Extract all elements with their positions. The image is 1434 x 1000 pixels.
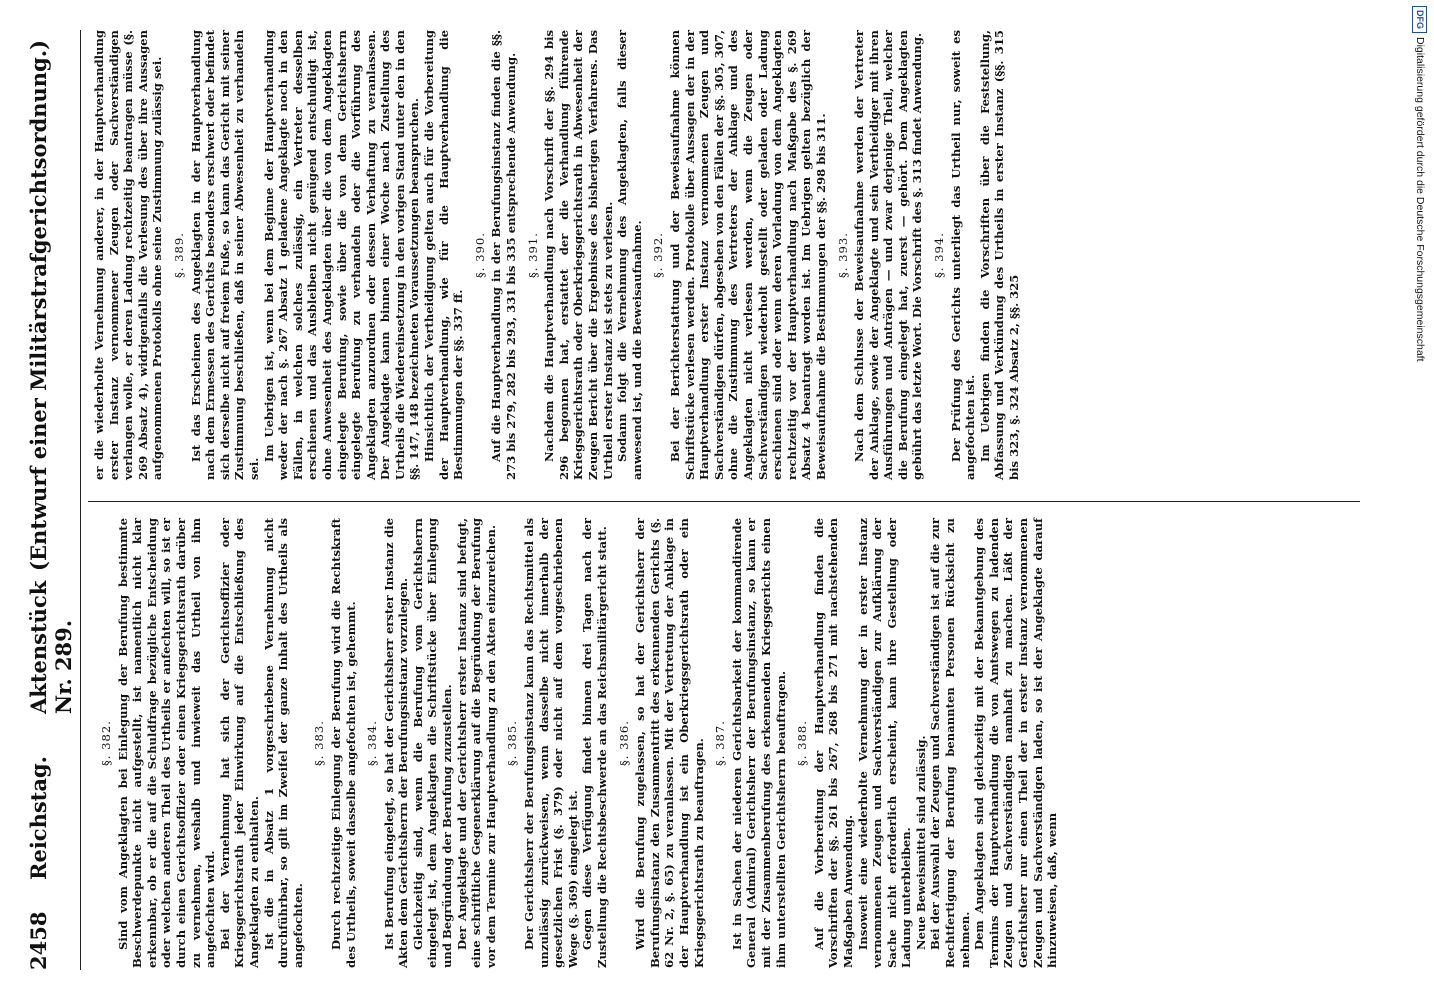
- paragraph: Der Prüfung des Gerichts unterliegt das Urtheil nur, soweit es angefochten ist.: [948, 30, 978, 480]
- paragraph: Neue Beweismittel sind zulässig.: [913, 735, 928, 950]
- paragraph: Nachdem die Hauptverhandlung nach Vorschrift der §§. 294 bis 296 begonnen hat, erstattet der die Verhandlung führende Kriegsgerichtsrath oder Oberkriegsgerichtsrath in Abwesenheit der Zeugen Bericht über die Ergebnisse des bisherigen Verfahrens. Das Urtheil erster Instanz ist stets zu verlesen.: [542, 30, 615, 480]
- section-heading: §. 382.: [99, 720, 113, 766]
- paragraph: Nach dem Schlusse der Beweisaufnahme werden der Vertreter der Anklage, sowie der Angeklagte und sein Vertheidiger mit ihren Ausführungen und Anträgen — und zwar derjenige Theil, welcher die Berufung eingelegt hat, zuerst — gehört. Dem Angeklagten gebührt das letzte Wort. Die Vorschrift des §. 313 findet Anwendung.: [852, 30, 925, 480]
- column-divider: [88, 501, 1360, 502]
- paragraph: Ist in Sachen der niederen Gerichtsbarkeit der kommandirende General (Admiral) Gerichtsherr der Berufungsinstanz, so kann er mit der Zusammenberufung des erkennenden Kriegsgerichts einen ihm unterstellten Gerichtsherrn beauftragen.: [729, 518, 788, 968]
- section-heading: §. 389.: [171, 232, 186, 278]
- paragraph: Auf die Hauptverhandlung in der Berufungsinstanz finden die §§. 273 bis 279, 282 bis 293, 331 bis 335 entsprechende Anwendung.: [489, 30, 519, 480]
- paragraph: er die wiederholte Vernehmung anderer, in der Hauptverhandlung erster Instanz vernommener Zeugen oder Sachverständigen verlangen wolle, er deren Ladung rechtzeitig beantragen müsse (§. 269 Absatz 4), widrigenfalls die Verlesung des über ihre Aussagen aufgenommenen Protokolls ohne seine Zustimmung zulässig sei.: [92, 30, 165, 480]
- paragraph: Der Gerichtsherr der Berufungsinstanz kann das Rechtsmittel als unzulässig zurückweisen, wenn dasselbe nicht innerhalb der gesetzlichen Frist (§. 379) oder nicht auf dem vorgeschriebenen Wege (§. 369) eingelegt ist.: [522, 518, 580, 968]
- paragraph: Gleichzeitig sind, wenn die Berufung vom Gerichtsherrn eingelegt ist, dem Angeklagten die Schriftstücke über Einlegung und Begründung der Berufung zuzustellen.: [410, 518, 455, 968]
- paragraph: Durch rechtzeitige Einlegung der Berufung wird die Rechtskraft des Urtheils, soweit dasselbe angefochten ist, gehemmt.: [328, 518, 358, 968]
- page-header: [26, 40, 76, 970]
- section-heading: §. 388.: [795, 720, 810, 766]
- left-column: [92, 518, 1060, 968]
- page-number: 2458: [26, 911, 51, 970]
- dfg-credit-text: Digitalisierung gefördert durch die Deutsche Forschungsgemeinschaft: [1414, 37, 1426, 362]
- section-heading: §. 385.: [505, 720, 520, 766]
- section-heading: §. 387.: [713, 720, 728, 766]
- paragraph: Bei der Berichterstattung und der Beweisaufnahme können Schriftstücke verlesen werden. Protokolle über Aussagen der in der Hauptverhandlung erster Instanz vernommenen Zeugen und Sachverständigen dürfen, abgesehen von den Fällen der §§. 305, 307, ohne die Zustimmung des Vertreters der Anklage und des Angeklagten nicht verlesen werden, wenn die Zeugen oder Sachverständigen wiederholt gestellt oder geladen oder Ladung erschienen sind oder wenn deren Vorladung von dem Angeklagten rechtzeitig vor der Hauptverhandlung nach Maßgabe des §. 269 Absatz 4 beantragt worden ist. Im Uebrigen gelten bezüglich der Beweisaufnahme die Bestimmungen der §§. 298 bis 311.: [667, 30, 828, 480]
- paragraph: Im Uebrigen ist, wenn bei dem Beginne der Hauptverhandlung weder der nach §. 267 Absatz 1 geladene Angeklagte noch in den Fällen, in welchen solches zulässig, ein Vertreter desselben erschienen und das Ausbleiben nicht genügend entschuldigt ist, ohne Anwesenheit des Angeklagten über die von dem Angeklagten eingelegte Berufung, sowie über die von dem Gerichtsherrn eingelegte Berufung zu verhandeln oder die Vorführung des Angeklagten anzuordnen oder dessen Verhaftung zu veranlassen. Der Angeklagte kann binnen einer Woche nach Zustellung des Urtheils die Wiedereinsetzung in den vorigen Stand unter den in den §§. 147, 148 bezeichneten Voraussetzungen beanspruchen.: [261, 30, 422, 480]
- dfg-sidebar: [1408, 6, 1432, 996]
- paragraph: Sind vom Angeklagten bei Einlegung der Berufung bestimmte Beschwerdepunkte nicht aufgestellt, ist namentlich nicht klar erkennbar, ob er die auf die Schuldfrage bezügliche Entscheidung oder welchen anderen Theil des Urtheils er anfechten will, so ist er durch einen Gerichtsoffizier oder einen Kriegsgerichtsrath darüber zu vernehmen, weshalb und inwieweit das Urtheil von ihm angefochten wird.: [115, 518, 218, 968]
- right-column: [92, 30, 1022, 480]
- section-heading: §. 394.: [932, 232, 947, 278]
- dfg-credit: [1408, 6, 1432, 996]
- paragraph: Hinsichtlich der Vertheidigung gelten auch für die Vorbereitung der Hauptverhandlung, wie für die Hauptverhandlung die Bestimmungen der §§. 337 ff.: [422, 30, 466, 480]
- paragraph: Ist Berufung eingelegt, so hat der Gerichtsherr erster Instanz die Akten dem Gerichtsherrn der Berufungsinstanz vorzulegen.: [381, 518, 411, 968]
- section-heading: §. 392.: [651, 232, 666, 278]
- dfg-logo-icon: DFG: [1413, 6, 1428, 33]
- section-heading: §. 384.: [365, 720, 380, 766]
- paragraph: Sodann folgt die Vernehmung des Angeklagten, falls dieser anwesend ist, und die Beweisaufnahme.: [615, 30, 644, 480]
- paragraph: Dem Angeklagten sind gleichzeitig mit der Bekanntgebung des Termins der Hauptverhandlung die von Amtswegen zu ladenden Zeugen und Sachverständigen namhaft zu machen. Läßt der Gerichtsherr nur einen Theil der in erster Instanz vernommenen Zeugen und Sachverständigen laden, so ist der Angeklagte darauf hinzuweisen, daß, wenn: [972, 518, 1060, 968]
- section-heading: §. 386.: [616, 720, 631, 766]
- header-rule: [80, 30, 81, 970]
- section-heading: §. 383.: [312, 720, 327, 766]
- paragraph: Auf die Vorbereitung der Hauptverhandlung finden die Vorschriften der §§. 261 bis 267, 268 bis 271 mit nachstehenden Maßgaben Anwendung.: [811, 518, 855, 968]
- paragraph: Ist die in Absatz 1 vorgeschriebene Vernehmung nicht durchführbar, so gilt im Zweifel der ganze Inhalt des Urtheils als angefochten.: [261, 518, 305, 968]
- header-center: [26, 571, 76, 880]
- paragraph: Bei der Vernehmung hat sich der Gerichtsoffizier oder Kriegsgerichtsrath jeder Einwirkung auf die Entschließung des Angeklagten zu enthalten.: [217, 518, 261, 968]
- header-title: Reichstag.: [26, 756, 51, 880]
- paragraph: Bei der Auswahl der Zeugen und Sachverständigen ist auf die zur Rechtfertigung der Berufung benannten Personen Rücksicht zu nehmen.: [928, 518, 972, 968]
- section-heading: §. 393.: [835, 232, 850, 278]
- paragraph: Im Uebrigen finden die Vorschriften über die Feststellung, Abfassung und Verkündung des Urtheils in erster Instanz (§§. 315 bis 323, §. 324 Absatz 2, §§. 325: [977, 30, 1022, 480]
- header-doc-ref: Aktenstück Nr. 289.: [26, 580, 76, 715]
- paragraph: Insoweit eine wiederholte Vernehmung der in erster Instanz vernommenen Zeugen und Sachverständigen zur Aufklärung der Sache nicht erforderlich erscheint, kann ihre Gestellung oder Ladung unterbleiben.: [855, 518, 914, 968]
- section-heading: §. 391.: [525, 232, 540, 278]
- paragraph: Gegen diese Verfügung findet binnen drei Tagen nach der Zustellung die Rechtsbeschwerde an das Reichsmilitärgericht statt.: [580, 518, 609, 968]
- paragraph: Wird die Berufung zugelassen, so hat der Gerichtsherr der Berufungsinstanz den Zusammentritt des erkennenden Gerichts (§. 62 Nr. 2, §. 65) zu veranlassen. Mit der Vertretung der Anklage in der Hauptverhandlung ist ein Oberkriegsgerichtsrath oder ein Kriegsgerichtsrath zu beauftragen.: [633, 518, 706, 968]
- paragraph: Der Angeklagte und der Gerichtsherr erster Instanz sind befugt, eine schriftliche Gegenerklärung auf die Begründung der Berufung vor dem Termine zur Hauptverhandlung zu den Akten einzureichen.: [454, 518, 498, 968]
- header-subtitle: (Entwurf einer Militärstrafgerichtsordnung.): [26, 40, 51, 571]
- section-heading: §. 390.: [472, 232, 487, 278]
- paragraph: Ist das Erscheinen des Angeklagten in der Hauptverhandlung nach dem Ermessen des Gerichts besonders erschwert oder befindet sich derselbe nicht auf freiem Fuße, so kann das Gericht mit seiner Zustimmung beschließen, daß in seiner Abwesenheit zu verhandeln sei.: [188, 30, 261, 480]
